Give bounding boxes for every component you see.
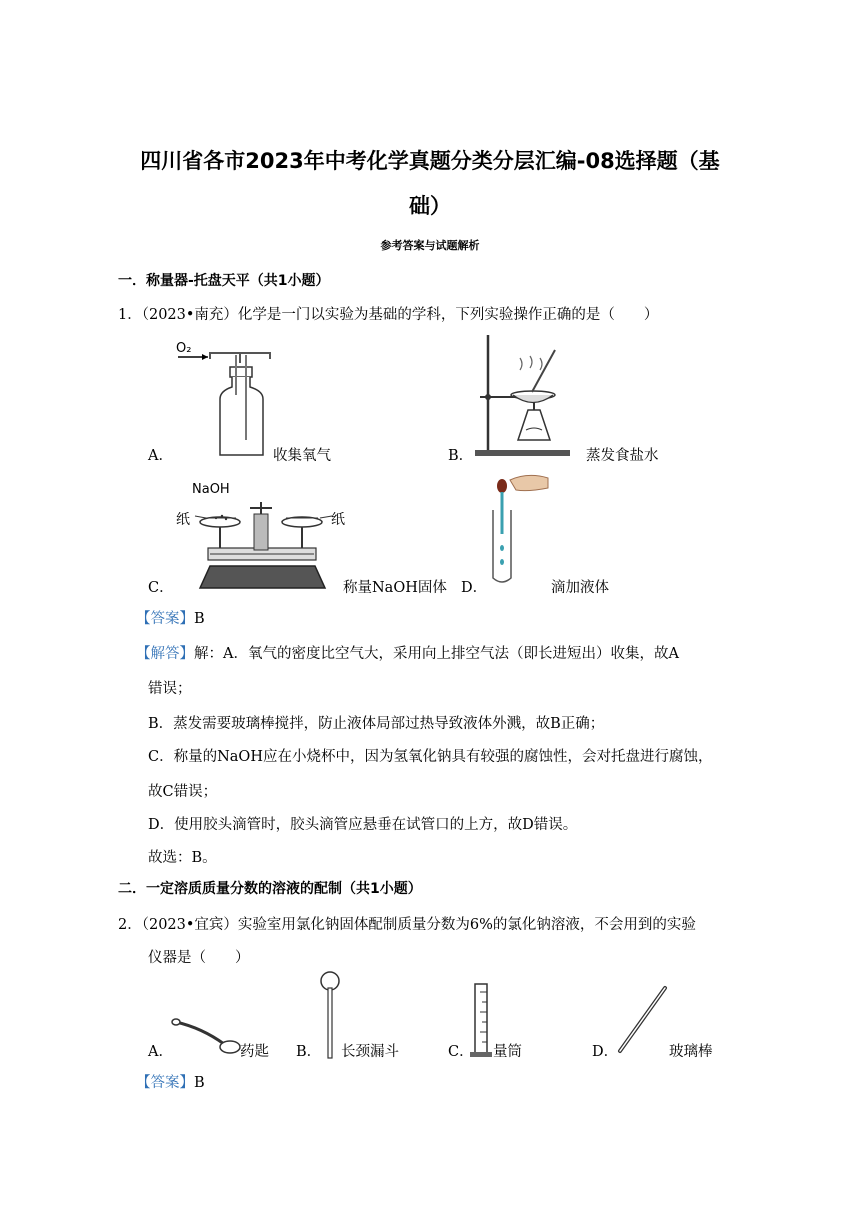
q1-analysis-line2: B．蒸发需要玻璃棒搅拌，防止液体局部过热导致液体外溅，故B正确； — [148, 716, 605, 732]
dropper-figure — [488, 470, 563, 588]
q2-option-d-text: 玻璃棒 — [669, 1044, 713, 1060]
q1-analysis-line1b: 错误； — [148, 681, 192, 697]
analysis-tag: 【解答】 — [136, 646, 194, 662]
doc-subtitle: 参考答案与试题解析 — [380, 239, 480, 252]
q2-stem-line1: 2．（2023•宜宾）实验室用氯化钠固体配制质量分数为6%的氯化钠溶液，不会用到的实验 — [118, 917, 696, 933]
q1-analysis-line3b: 故C错误； — [148, 784, 218, 800]
o2-label: O₂ — [176, 341, 192, 356]
q2-option-b-letter: B． — [296, 1044, 322, 1060]
naoh-label: NaOH — [192, 482, 230, 497]
q1-option-b-letter: B． — [448, 448, 474, 464]
analysis-text-1a: 解：A．氧气的密度比空气大，采用向上排空气法（即长进短出）收集，故A — [194, 646, 679, 662]
q2-option-c-text: 量筒 — [493, 1044, 522, 1060]
q2-answer — [136, 1071, 205, 1092]
doc-title-line2: 础） — [409, 194, 451, 218]
q2-option-d-letter: D． — [592, 1044, 619, 1060]
q1-analysis-line1 — [136, 642, 679, 663]
doc-title-line1: 四川省各市2023年中考化学真题分类分层汇编-08选择题（基 — [140, 149, 720, 173]
q2-option-a-text: 药匙 — [240, 1044, 269, 1060]
q2-option-c-letter: C． — [448, 1044, 474, 1060]
paper-right-label: 纸 — [331, 512, 345, 528]
q2-option-a-letter: A． — [148, 1044, 173, 1060]
answer-tag: 【答案】 — [136, 1075, 194, 1091]
answer-tag: 【答案】 — [136, 611, 194, 627]
paper-left-label: 纸 — [176, 512, 190, 528]
spoon-figure — [172, 1010, 242, 1055]
evaporation-figure — [470, 330, 580, 460]
q1-stem: 1．（2023•南充）化学是一门以实验为基础的学科，下列实验操作正确的是（ ） — [118, 307, 659, 323]
q1-analysis-line4: D．使用胶头滴管时，胶头滴管应悬垂在试管口的上方，故D错误。 — [148, 817, 578, 833]
glass-rod-figure — [615, 985, 670, 1055]
q2-stem-line2: 仪器是（ ） — [148, 950, 250, 966]
q2-option-b-text: 长颈漏斗 — [341, 1044, 399, 1060]
section2-heading: 二．一定溶质质量分数的溶液的配制（共1小题） — [118, 881, 422, 897]
q1-option-b-text: 蒸发食盐水 — [586, 448, 659, 464]
q1-conclusion: 故选：B。 — [148, 850, 217, 866]
q1-option-c-text: 称量NaOH固体 — [343, 580, 447, 596]
answer-value: B — [194, 1075, 205, 1091]
answer-value: B — [194, 611, 205, 627]
section1-heading: 一．称量器-托盘天平（共1小题） — [118, 273, 330, 289]
q1-answer — [136, 607, 205, 628]
long-neck-funnel-figure — [318, 970, 342, 1060]
q1-analysis-line3a: C．称量的NaOH应在小烧杯中，因为氢氧化钠具有较强的腐蚀性，会对托盘进行腐蚀， — [148, 749, 713, 765]
q1-option-d-text: 滴加液体 — [551, 580, 609, 596]
q1-option-a-letter: A． — [148, 448, 173, 464]
q1-option-a-text: 收集氧气 — [273, 448, 331, 464]
q1-option-d-letter: D． — [461, 580, 488, 596]
q1-option-c-letter: C． — [148, 580, 174, 596]
